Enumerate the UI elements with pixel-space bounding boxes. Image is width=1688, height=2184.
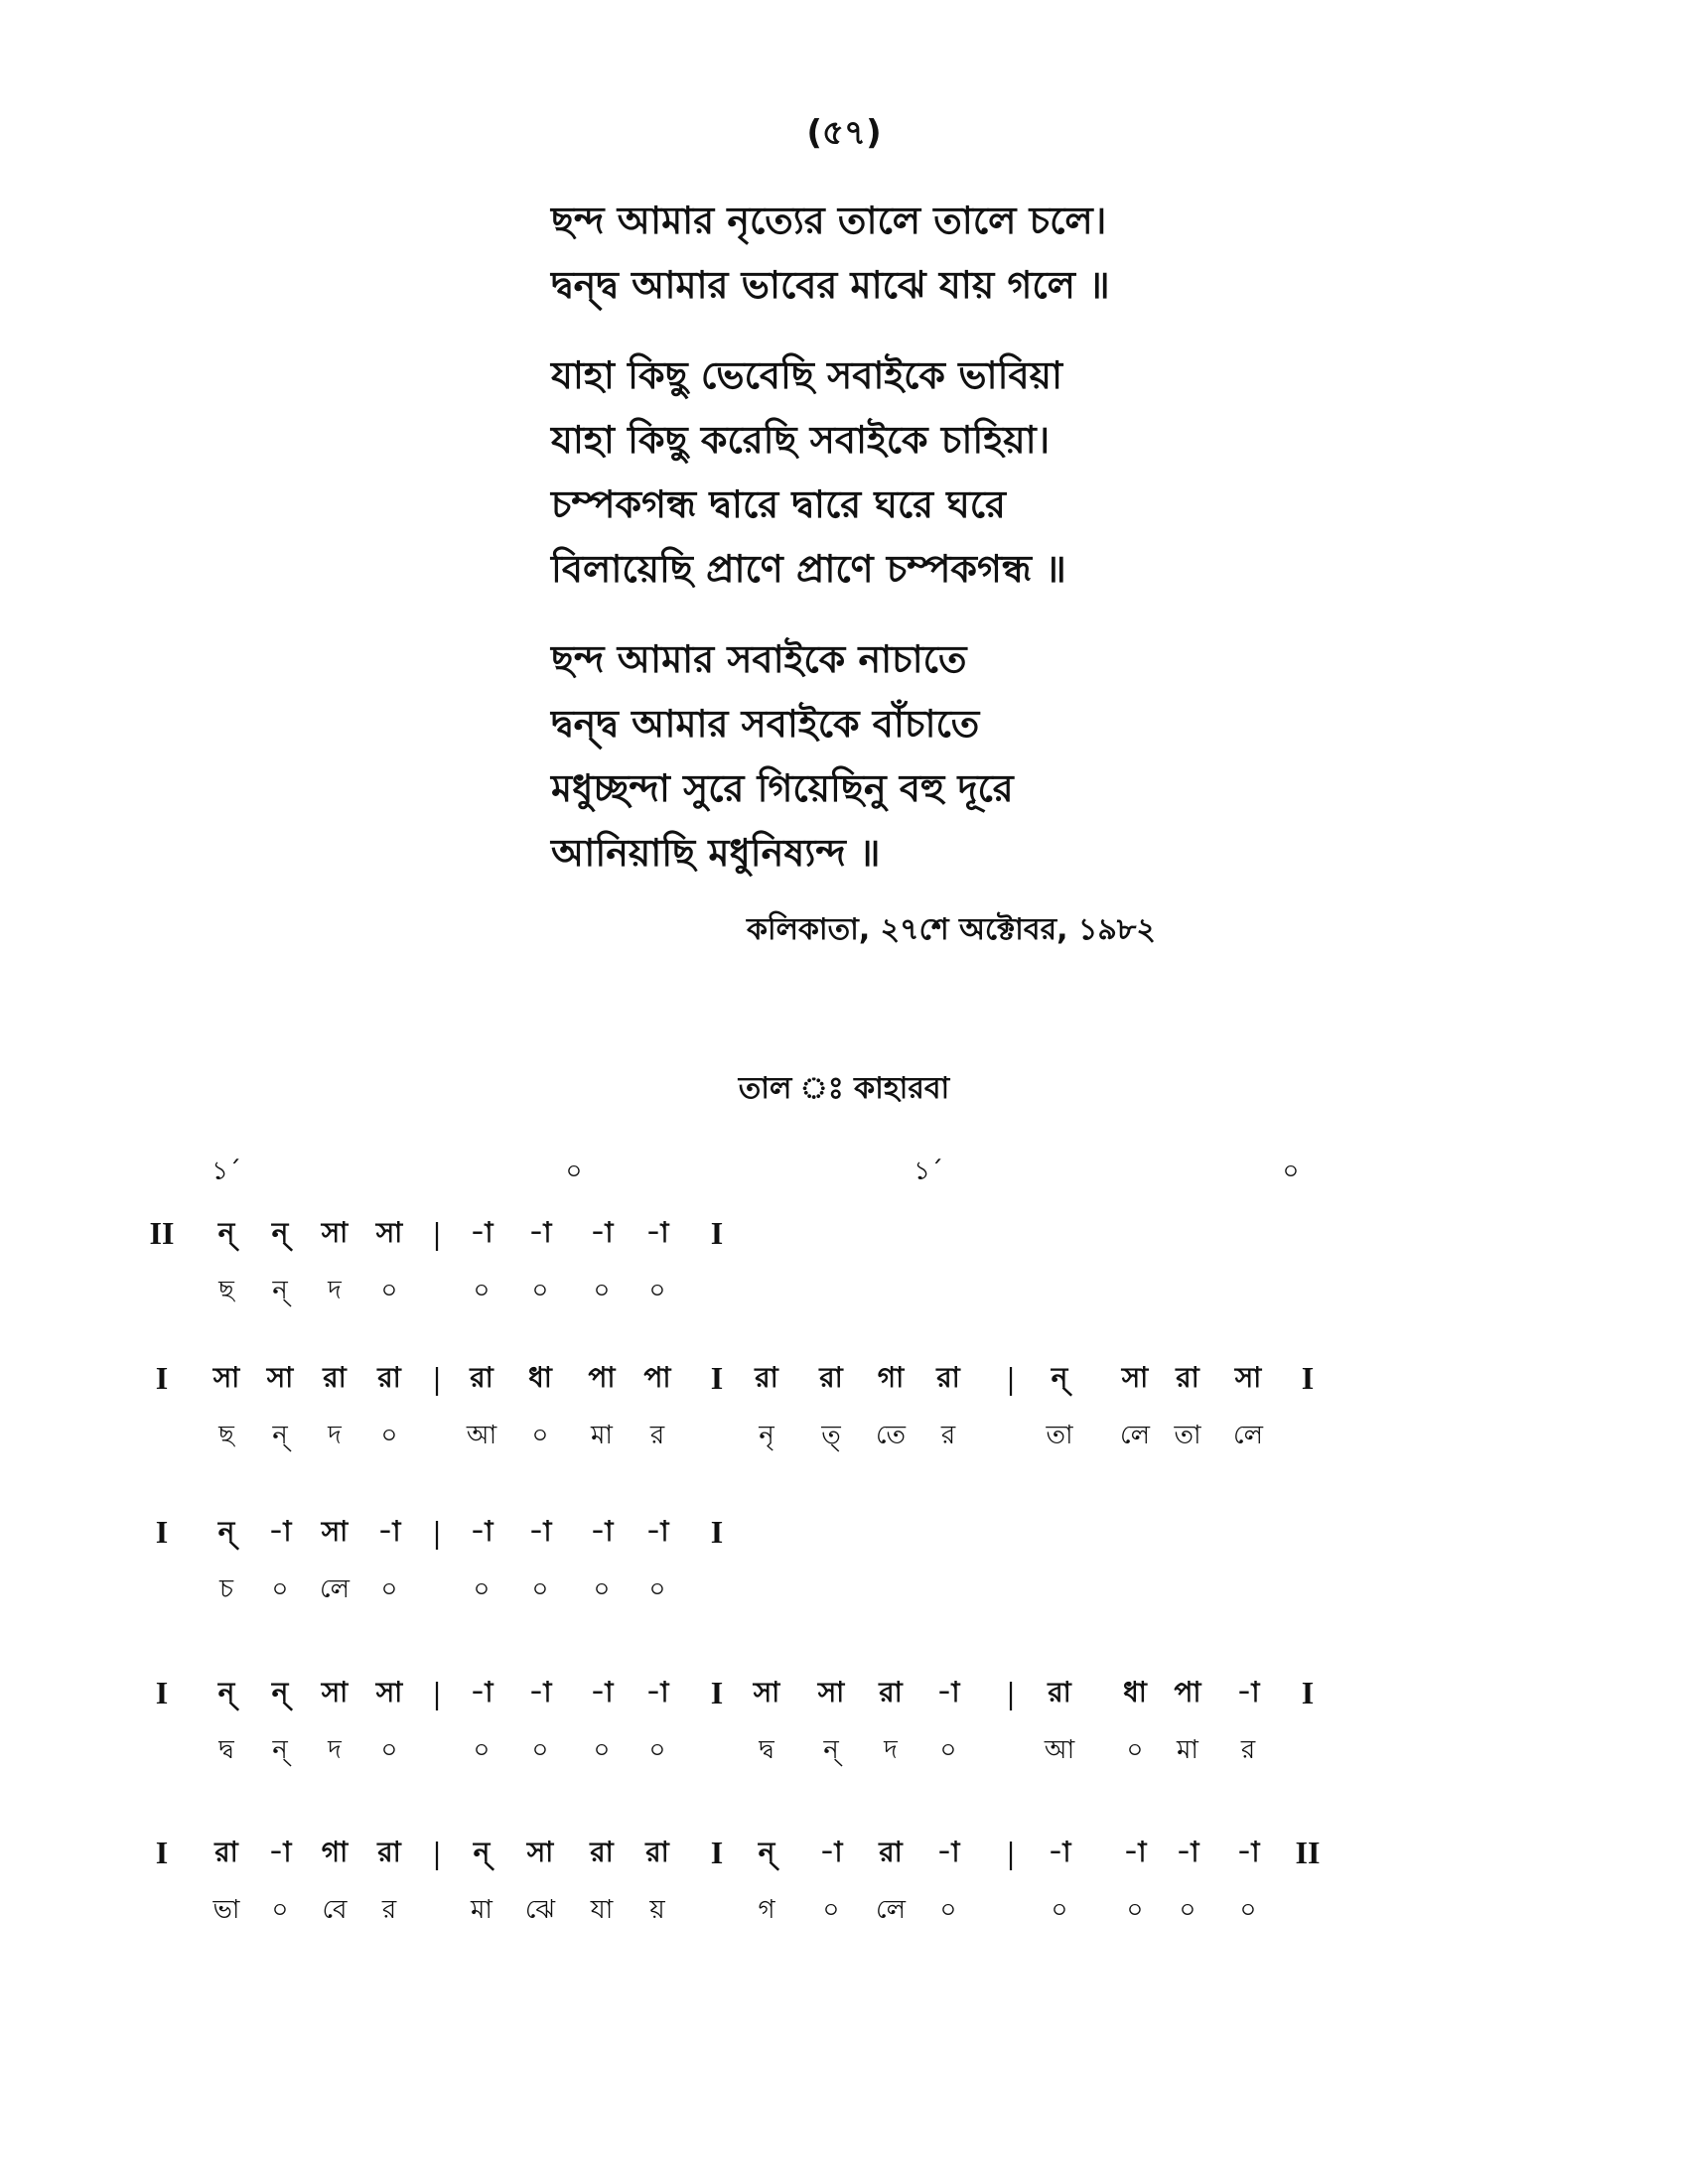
swara-note: -া — [936, 1836, 960, 1868]
lyric-row — [0, 1416, 1688, 1455]
beat-marker-row — [0, 1152, 1688, 1191]
lyric-syllable: ০ — [648, 1276, 666, 1305]
bar-line: I — [155, 1514, 169, 1550]
swara-note: ন্ — [271, 1676, 289, 1708]
swara-note: রা — [470, 1361, 493, 1394]
swara-note: রা — [1176, 1361, 1199, 1394]
swara-note: সা — [321, 1676, 349, 1708]
poem-line: দ্বন্দ্ব আমার ভাবের মাঝে যায় গলে ॥ — [551, 263, 1110, 307]
bar-line: I — [155, 1360, 169, 1396]
bar-line: I — [710, 1675, 724, 1710]
lyric-row — [0, 1271, 1688, 1310]
swara-note: -া — [936, 1676, 960, 1708]
lyric-row — [0, 1730, 1688, 1770]
lyric-syllable: ০ — [271, 1895, 289, 1925]
swara-row — [0, 1512, 1688, 1552]
lyric-syllable: র — [940, 1421, 956, 1450]
swara-note: রা — [645, 1836, 669, 1868]
swara-note: -া — [268, 1836, 292, 1868]
swara-note: রা — [323, 1361, 347, 1394]
lyric-syllable: তা — [1174, 1421, 1201, 1450]
lyric-syllable: ০ — [380, 1574, 398, 1604]
poem-stanza — [551, 189, 1445, 318]
swara-note: পা — [588, 1361, 616, 1394]
swara-note: রা — [590, 1836, 614, 1868]
swara-note: -া — [1236, 1676, 1260, 1708]
swara-note: -া — [268, 1515, 292, 1548]
bar-line: I — [710, 1835, 724, 1870]
swara-note: পা — [643, 1361, 671, 1394]
page-number: (৫৭) — [806, 113, 882, 153]
bar-line: | — [1007, 1360, 1015, 1396]
lyric-syllable: ঝে — [524, 1895, 556, 1925]
lyric-syllable: ০ — [473, 1735, 491, 1765]
lyric-syllable: ০ — [593, 1276, 611, 1305]
swara-note: -া — [528, 1216, 552, 1249]
beat-marker: ১´ — [914, 1157, 943, 1186]
taal-heading: তাল ঃ কাহারবা — [738, 1071, 950, 1106]
bar-line: I — [155, 1835, 169, 1870]
lyric-syllable: লে — [1120, 1421, 1150, 1450]
lyric-row — [0, 1570, 1688, 1609]
lyric-syllable: র — [649, 1421, 665, 1450]
bar-line: I — [710, 1360, 724, 1396]
swara-note: ন্ — [473, 1836, 491, 1868]
lyric-syllable: ন্ — [823, 1735, 839, 1765]
lyric-syllable: ০ — [593, 1574, 611, 1604]
lyric-syllable: ০ — [531, 1574, 549, 1604]
lyric-syllable: লে — [876, 1895, 906, 1925]
lyric-syllable: লে — [1233, 1421, 1263, 1450]
poem-line: মধুচ্ছন্দা সুরে গিয়েছিনু বহু দূরে — [551, 766, 1014, 810]
lyric-syllable: ০ — [531, 1421, 549, 1450]
lyric-syllable: য় — [649, 1895, 665, 1925]
swara-note: -া — [645, 1216, 669, 1249]
bar-line: I — [1301, 1675, 1315, 1710]
lyric-syllable: র — [1240, 1735, 1256, 1765]
swara-note: রা — [819, 1361, 843, 1394]
lyric-syllable: যা — [590, 1895, 614, 1925]
swara-note: -া — [1236, 1836, 1260, 1868]
lyric-syllable: ০ — [939, 1735, 957, 1765]
lyric-syllable: গ — [758, 1895, 775, 1925]
lyric-syllable: ০ — [1051, 1895, 1068, 1925]
lyric-syllable: ০ — [822, 1895, 840, 1925]
swara-note: সা — [1234, 1361, 1262, 1394]
swara-note: সা — [375, 1216, 403, 1249]
lyric-row — [0, 1890, 1688, 1930]
poem-line: যাহা কিছু ভেবেছি সবাইকে ভাবিয়া — [551, 353, 1062, 397]
lyric-syllable: ০ — [1126, 1895, 1144, 1925]
lyric-syllable: ০ — [648, 1574, 666, 1604]
swara-note: ন্ — [271, 1216, 289, 1249]
poem-line: আনিয়াছি মধুনিষ্যন্দ ॥ — [551, 831, 881, 875]
lyric-syllable: ভা — [212, 1895, 240, 1925]
swara-note: ন্ — [217, 1676, 235, 1708]
lyric-syllable: ছ — [218, 1421, 234, 1450]
bar-line: II — [149, 1215, 175, 1251]
lyric-syllable: ন্ — [272, 1735, 288, 1765]
swara-note: -া — [470, 1216, 493, 1249]
lyric-syllable: ০ — [531, 1276, 549, 1305]
lyric-syllable: বে — [322, 1895, 348, 1925]
swara-note: রা — [1048, 1676, 1071, 1708]
swara-note: রা — [755, 1361, 778, 1394]
poem-stanza — [551, 343, 1445, 602]
bar-line: | — [433, 1360, 441, 1396]
poem-line: ছন্দ আমার নৃত্যের তালে তালে চলে। — [551, 199, 1107, 242]
bar-line: I — [1301, 1360, 1315, 1396]
swara-note: -া — [645, 1676, 669, 1708]
swara-note: -া — [528, 1515, 552, 1548]
lyric-syllable: তে — [875, 1421, 907, 1450]
lyric-syllable: মা — [1177, 1735, 1198, 1765]
poem-line: দ্বন্দ্ব আমার সবাইকে বাঁচাতে — [551, 702, 980, 746]
poem-line: চম্পকগন্ধ দ্বারে দ্বারে ঘরে ঘরে — [551, 482, 1006, 526]
swara-row — [0, 1358, 1688, 1398]
lyric-syllable: ছ — [218, 1276, 234, 1305]
bar-line: I — [155, 1675, 169, 1710]
lyric-syllable: দ — [328, 1421, 342, 1450]
poem-line: বিলায়েছি প্রাণে প্রাণে চম্পকগন্ধ ॥ — [551, 547, 1066, 591]
lyric-syllable: ন্ — [272, 1421, 288, 1450]
lyric-syllable: দ — [328, 1735, 342, 1765]
swara-note: -া — [590, 1515, 614, 1548]
bar-line: II — [1295, 1835, 1321, 1870]
lyric-syllable: লে — [320, 1574, 350, 1604]
poem-line: যাহা কিছু করেছি সবাইকে চাহিয়া। — [551, 418, 1051, 462]
swara-note: ন্ — [1051, 1361, 1068, 1394]
swara-note: পা — [1174, 1676, 1201, 1708]
swara-note: ধা — [1123, 1676, 1147, 1708]
lyric-syllable: মা — [591, 1421, 613, 1450]
swara-note: সা — [817, 1676, 845, 1708]
swara-note: রা — [879, 1676, 903, 1708]
lyric-syllable: ত্ — [821, 1421, 841, 1450]
lyric-syllable: ০ — [380, 1276, 398, 1305]
swara-note: -া — [470, 1515, 493, 1548]
swara-note: -া — [470, 1676, 493, 1708]
bar-line: | — [433, 1835, 441, 1870]
swara-row — [0, 1833, 1688, 1872]
swara-note: ন্ — [758, 1836, 775, 1868]
lyric-syllable: ০ — [1239, 1895, 1257, 1925]
lyric-syllable: ০ — [1179, 1895, 1196, 1925]
lyric-syllable: আ — [1044, 1735, 1075, 1765]
swara-note: সা — [212, 1361, 240, 1394]
lyric-syllable: ন্ — [272, 1276, 288, 1305]
swara-note: -া — [590, 1216, 614, 1249]
bar-line: | — [433, 1215, 441, 1251]
lyric-syllable: ০ — [473, 1276, 491, 1305]
lyric-syllable: দ্ব — [218, 1735, 234, 1765]
bar-line: | — [433, 1675, 441, 1710]
lyric-syllable: ০ — [531, 1735, 549, 1765]
swara-note: -া — [590, 1676, 614, 1708]
lyric-syllable: দ্ব — [759, 1735, 774, 1765]
swara-note: সা — [321, 1216, 349, 1249]
poem-stanza — [551, 627, 1445, 886]
swara-note: ধা — [528, 1361, 552, 1394]
lyric-syllable: ০ — [593, 1735, 611, 1765]
poem — [551, 189, 1445, 911]
lyric-syllable: ০ — [271, 1574, 289, 1604]
lyric-syllable: ০ — [1126, 1735, 1144, 1765]
lyric-syllable: র — [381, 1895, 397, 1925]
swara-note: -া — [819, 1836, 843, 1868]
swara-note: -া — [1123, 1836, 1147, 1868]
bar-line: | — [433, 1514, 441, 1550]
swara-note: -া — [1048, 1836, 1071, 1868]
lyric-syllable: ০ — [473, 1574, 491, 1604]
lyric-syllable: চ — [218, 1574, 234, 1604]
swara-row — [0, 1673, 1688, 1712]
beat-marker: ১´ — [211, 1157, 241, 1186]
lyric-syllable: আ — [466, 1421, 497, 1450]
lyric-syllable: মা — [471, 1895, 492, 1925]
lyric-syllable: নৃ — [759, 1421, 774, 1450]
lyric-syllable: ০ — [939, 1895, 957, 1925]
lyric-syllable: দ — [884, 1735, 898, 1765]
bar-line: | — [1007, 1675, 1015, 1710]
swara-note: সা — [526, 1836, 554, 1868]
swara-note: -া — [528, 1676, 552, 1708]
bar-line: I — [710, 1514, 724, 1550]
swara-note: রা — [879, 1836, 903, 1868]
swara-note: সা — [753, 1676, 780, 1708]
swara-note: ন্ — [217, 1515, 235, 1548]
bar-line: | — [1007, 1835, 1015, 1870]
swara-note: -া — [377, 1515, 401, 1548]
swara-note: ন্ — [217, 1216, 235, 1249]
swara-note: সা — [321, 1515, 349, 1548]
swara-note: -া — [1176, 1836, 1199, 1868]
swara-note: গা — [321, 1836, 349, 1868]
lyric-syllable: ০ — [380, 1735, 398, 1765]
swara-note: রা — [214, 1836, 238, 1868]
swara-note: -া — [645, 1515, 669, 1548]
swara-note: সা — [266, 1361, 294, 1394]
swara-note: গা — [877, 1361, 905, 1394]
swara-note: সা — [1121, 1361, 1149, 1394]
swara-note: রা — [936, 1361, 960, 1394]
lyric-syllable: তা — [1046, 1421, 1073, 1450]
poem-line: ছন্দ আমার সবাইকে নাচাতে — [551, 637, 967, 681]
lyric-syllable: ০ — [380, 1421, 398, 1450]
swara-note: রা — [377, 1361, 401, 1394]
beat-marker: ০ — [565, 1157, 583, 1186]
lyric-syllable: ০ — [648, 1735, 666, 1765]
place-date: কলিকাতা, ২৭শে অক্টোবর, ১৯৮২ — [747, 912, 1156, 947]
bar-line: I — [710, 1215, 724, 1251]
swara-note: সা — [375, 1676, 403, 1708]
lyric-syllable: দ — [328, 1276, 342, 1305]
swara-note: রা — [377, 1836, 401, 1868]
swara-row — [0, 1213, 1688, 1253]
beat-marker: ০ — [1282, 1157, 1300, 1186]
